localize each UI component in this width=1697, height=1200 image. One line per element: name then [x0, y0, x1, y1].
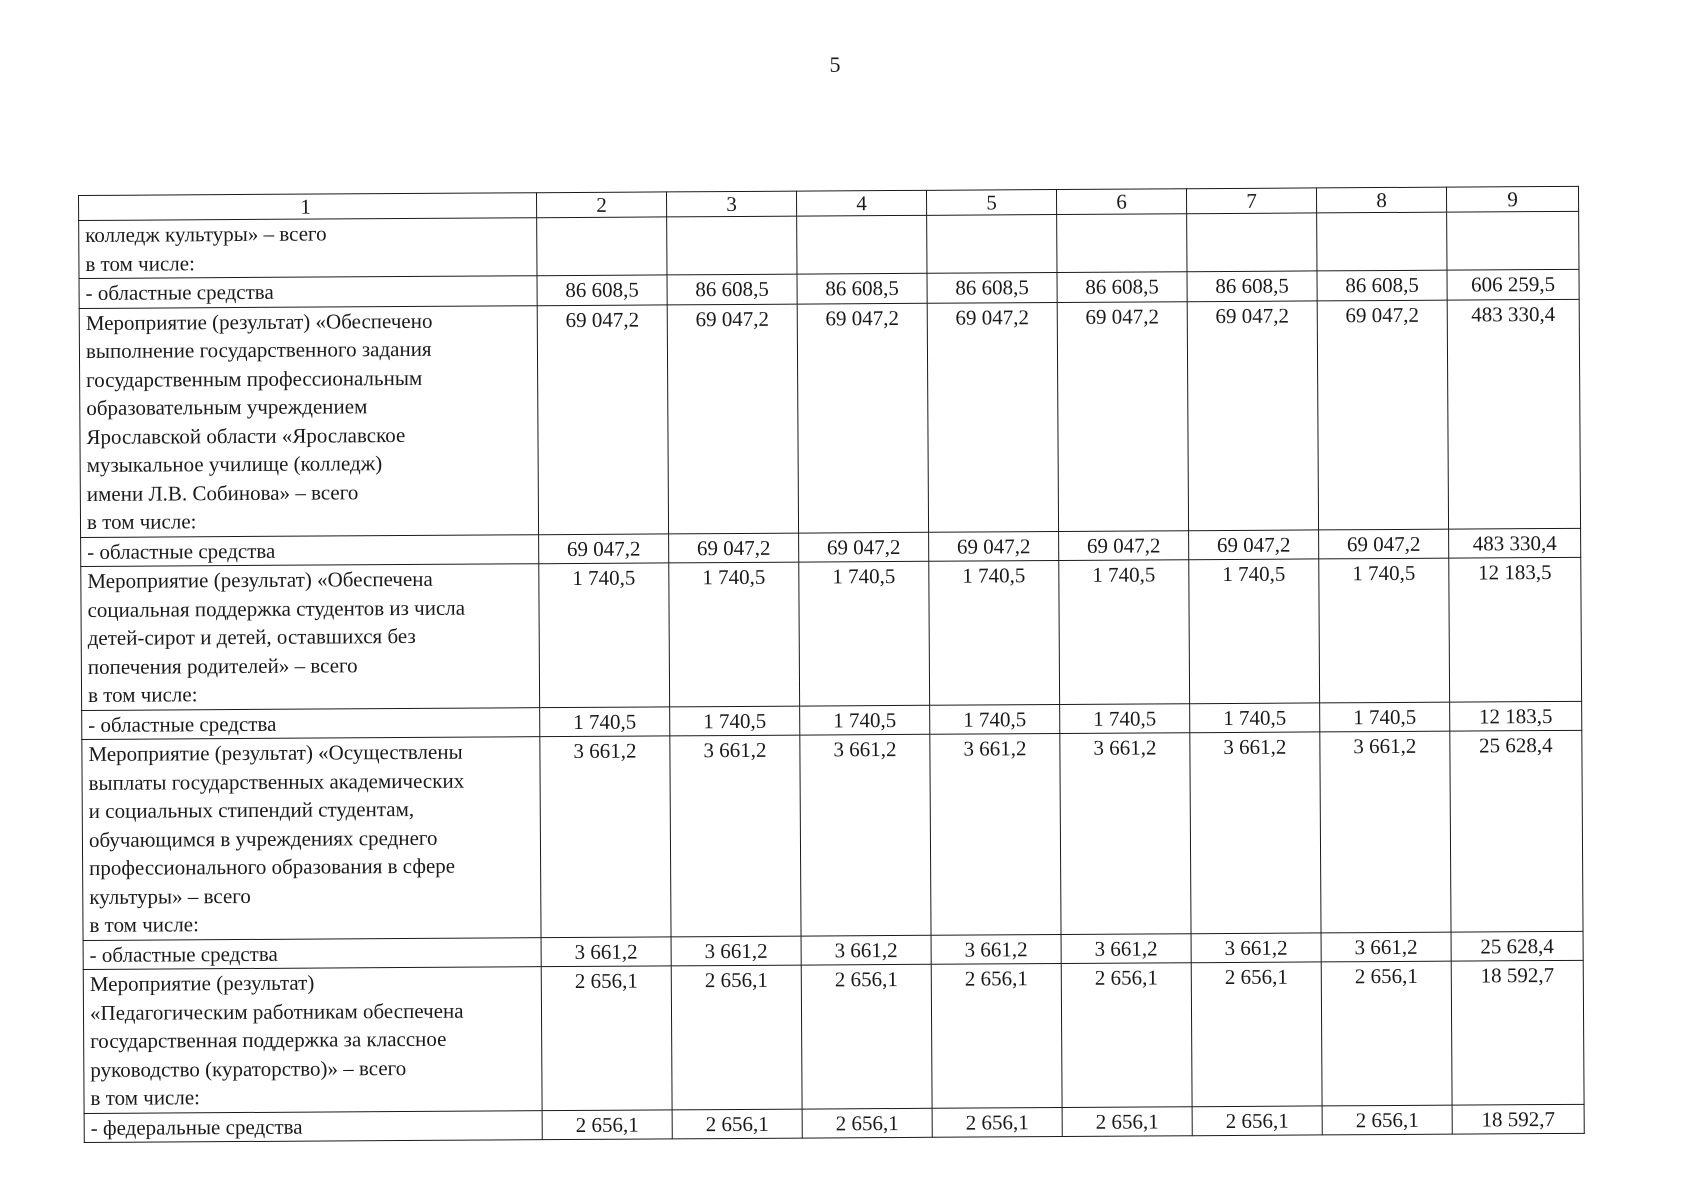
row-label: Мероприятие (результат) «Обеспечено выполнение государственного задания государственным профессиональным образовательным учреждением Ярославской области «Ярославское музыкальное училище (колледж) имени Л.В. Собинова» – всего в том числе:	[79, 305, 538, 537]
total-cell: 18 592,7	[1452, 1104, 1584, 1134]
value-cell: 69 047,2	[1059, 530, 1189, 560]
value-cell: 1 740,5	[539, 563, 670, 707]
value-cell: 3 661,2	[931, 934, 1061, 964]
value-cell: 2 656,1	[1322, 1105, 1452, 1135]
value-cell: 3 661,2	[670, 735, 801, 936]
row-label: - областные средства	[83, 937, 541, 969]
value-cell: 86 608,5	[927, 273, 1057, 303]
value-cell: 3 661,2	[801, 935, 931, 965]
value-cell: 1 740,5	[1319, 558, 1450, 702]
row-label: - областные средства	[81, 534, 539, 566]
value-cell	[927, 215, 1057, 274]
value-cell: 69 047,2	[1189, 529, 1319, 559]
value-cell: 69 047,2	[667, 304, 798, 534]
value-cell: 86 608,5	[537, 275, 667, 305]
value-cell: 2 656,1	[1062, 1106, 1192, 1136]
value-cell: 3 661,2	[930, 734, 1061, 935]
value-cell: 2 656,1	[672, 1109, 802, 1139]
row-label: колледж культуры» – всего в том числе:	[79, 218, 537, 279]
row-label: - федеральные средства	[84, 1110, 542, 1142]
value-cell	[537, 217, 667, 276]
value-cell: 3 661,2	[1321, 932, 1451, 962]
value-cell: 2 656,1	[801, 964, 932, 1108]
total-cell	[1447, 211, 1579, 270]
column-header: 6	[1056, 189, 1186, 215]
value-cell: 1 740,5	[1320, 702, 1450, 732]
table-body	[79, 211, 1585, 1142]
column-header: 3	[666, 191, 796, 217]
value-cell: 1 740,5	[929, 561, 1060, 705]
value-cell: 69 047,2	[799, 532, 929, 562]
value-cell: 3 661,2	[540, 736, 671, 937]
value-cell: 3 661,2	[1190, 732, 1321, 933]
value-cell: 69 047,2	[1319, 529, 1449, 559]
value-cell: 2 656,1	[542, 1109, 672, 1139]
total-cell: 12 183,5	[1449, 557, 1582, 701]
value-cell: 69 047,2	[797, 303, 928, 533]
value-cell: 2 656,1	[802, 1108, 932, 1138]
table-row	[83, 960, 1584, 1113]
value-cell: 69 047,2	[537, 304, 668, 534]
value-cell: 86 608,5	[1057, 272, 1187, 302]
page-number: 5	[829, 52, 841, 77]
value-cell: 3 661,2	[800, 734, 931, 935]
column-header: 2	[536, 192, 666, 218]
table-row	[81, 557, 1582, 710]
value-cell: 69 047,2	[1057, 301, 1188, 531]
value-cell: 2 656,1	[1061, 963, 1192, 1107]
value-cell: 1 740,5	[670, 706, 800, 736]
value-cell: 69 047,2	[539, 533, 669, 563]
table-row	[82, 730, 1583, 940]
column-header: 4	[796, 190, 926, 216]
row-label: Мероприятие (результат) «Обеспечена социальная поддержка студентов из числа детей-сирот и детей, оставшихся без попечения родителей» – всего в том числе:	[81, 564, 540, 710]
value-cell: 3 661,2	[1060, 733, 1191, 934]
row-label: - областные средства	[82, 707, 540, 739]
value-cell: 2 656,1	[932, 1107, 1062, 1137]
total-cell: 25 628,4	[1450, 730, 1583, 931]
column-header: 9	[1446, 186, 1578, 212]
total-cell: 606 259,5	[1447, 269, 1579, 299]
value-cell: 69 047,2	[669, 533, 799, 563]
column-header: 7	[1186, 188, 1316, 214]
value-cell: 3 661,2	[1061, 933, 1191, 963]
value-cell: 69 047,2	[927, 302, 1058, 532]
value-cell: 1 740,5	[930, 704, 1060, 734]
budget-table	[78, 186, 1585, 1143]
value-cell: 3 661,2	[1191, 932, 1321, 962]
value-cell: 1 740,5	[800, 705, 930, 735]
value-cell: 2 656,1	[541, 966, 672, 1110]
value-cell: 2 656,1	[1321, 961, 1452, 1105]
row-label: Мероприятие (результат) «Осуществлены выплаты государственных академических и социальных стипендий студентам, обучающимся в учреждениях среднего профессионального образования в сфере культуры» – всего в том числе:	[82, 737, 541, 940]
table-row	[79, 211, 1579, 278]
value-cell: 1 740,5	[540, 706, 670, 736]
value-cell: 1 740,5	[1059, 560, 1190, 704]
value-cell	[667, 216, 797, 275]
row-label: - областные средства	[79, 276, 537, 308]
value-cell	[797, 215, 927, 274]
value-cell: 86 608,5	[1187, 271, 1317, 301]
column-header: 8	[1316, 187, 1446, 213]
value-cell: 1 740,5	[799, 561, 930, 705]
total-cell: 12 183,5	[1450, 701, 1582, 731]
column-header: 1	[79, 193, 537, 221]
value-cell: 3 661,2	[541, 936, 671, 966]
total-cell: 483 330,4	[1449, 528, 1581, 558]
value-cell: 69 047,2	[1187, 300, 1318, 530]
total-cell: 25 628,4	[1451, 931, 1583, 961]
value-cell: 86 608,5	[797, 273, 927, 303]
row-label: Мероприятие (результат) «Педагогическим работникам обеспечена государственная поддержка за классное руководство (кураторство)» – всего в том числе:	[83, 967, 542, 1113]
value-cell	[1187, 213, 1317, 272]
value-cell: 2 656,1	[671, 965, 802, 1109]
value-cell: 1 740,5	[669, 562, 800, 706]
column-header: 5	[926, 190, 1056, 216]
value-cell: 1 740,5	[1190, 702, 1320, 732]
table-row	[79, 299, 1580, 537]
value-cell: 86 608,5	[1317, 270, 1447, 300]
value-cell: 69 047,2	[1317, 300, 1448, 530]
value-cell: 3 661,2	[671, 936, 801, 966]
value-cell: 1 740,5	[1189, 559, 1320, 703]
total-cell: 483 330,4	[1447, 299, 1580, 529]
value-cell: 3 661,2	[1320, 731, 1451, 932]
value-cell: 2 656,1	[931, 964, 1062, 1108]
value-cell: 1 740,5	[1060, 703, 1190, 733]
value-cell: 2 656,1	[1192, 1105, 1322, 1135]
total-cell: 18 592,7	[1451, 960, 1584, 1104]
value-cell: 69 047,2	[929, 531, 1059, 561]
value-cell: 86 608,5	[667, 274, 797, 304]
value-cell	[1057, 214, 1187, 273]
value-cell	[1317, 212, 1447, 271]
value-cell: 2 656,1	[1191, 962, 1322, 1106]
